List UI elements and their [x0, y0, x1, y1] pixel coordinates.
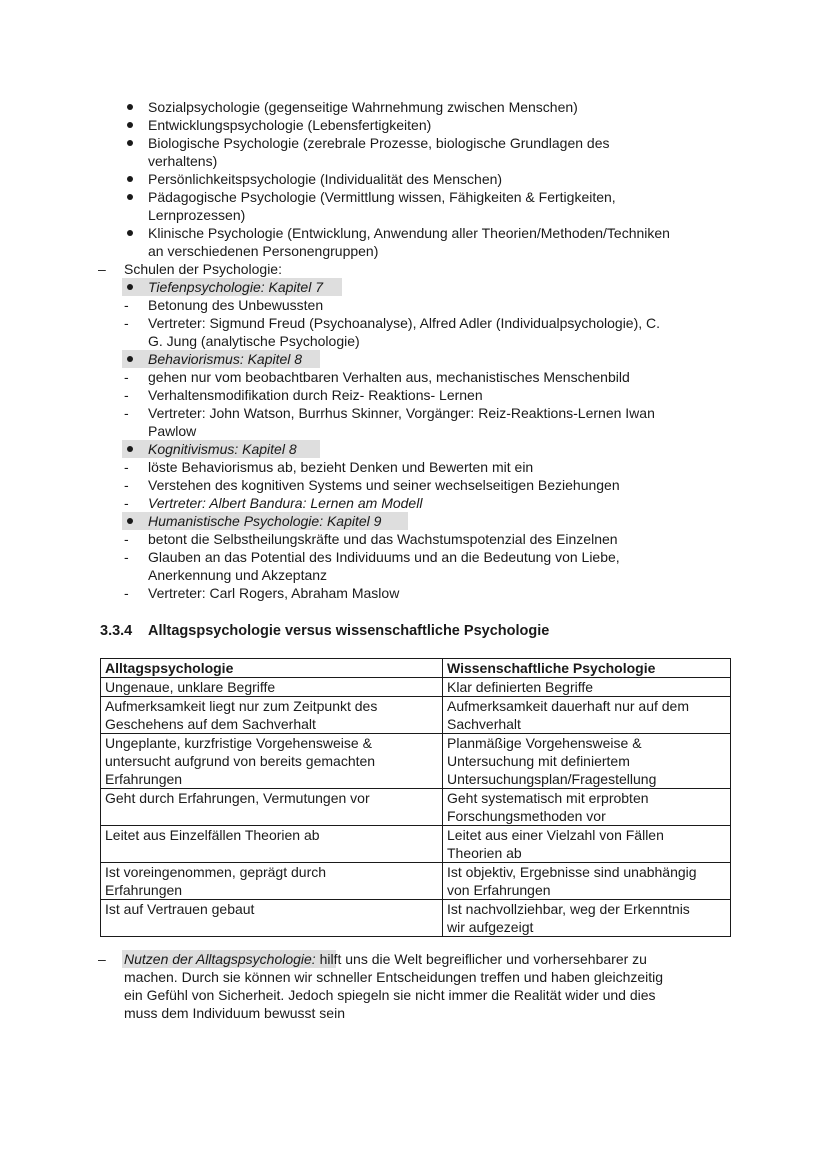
hyphen-marker: - [124, 495, 129, 511]
discipline-text: Biologische Psychologie (zerebrale Prozesse, biologische Grundlagen des [148, 135, 610, 151]
hyphen-marker: - [124, 369, 129, 385]
table-cell-text: Aufmerksamkeit dauerhaft nur auf dem [447, 698, 690, 714]
school-point-text: G. Jung (analytische Psychologie) [148, 333, 360, 349]
discipline-text: Persönlichkeitspsychologie (Individualität des Menschen) [148, 171, 503, 187]
discipline-text: Klinische Psychologie (Entwicklung, Anwendung aller Theorien/Methoden/Techniken [148, 225, 670, 241]
hyphen-marker: - [124, 315, 129, 331]
table-cell [443, 678, 731, 697]
section-title: Alltagspsychologie versus wissenschaftliche Psychologie [148, 623, 550, 639]
discipline-text: verhaltens) [148, 153, 218, 169]
note-text: hilft uns die Welt begreiflicher und vorhersehbarer zu [315, 951, 647, 967]
table-row [101, 863, 731, 900]
table-cell-text: Klar definierten Begriffe [447, 679, 594, 695]
note-label: Nutzen der Alltagspsychologie: [124, 951, 316, 967]
school-point-text: Vertreter: Carl Rogers, Abraham Maslow [148, 585, 400, 601]
school-point-text: Vertreter: Albert Bandura: Lernen am Modell [148, 495, 423, 511]
discipline-text: Pädagogische Psychologie (Vermittlung wissen, Fähigkeiten & Fertigkeiten, [148, 189, 616, 205]
table-row [101, 826, 731, 863]
bullet-dot [127, 356, 133, 362]
table-cell-text: Erfahrungen [105, 771, 183, 787]
school-title: Tiefenpsychologie: Kapitel 7 [148, 279, 323, 295]
table-row [101, 734, 731, 789]
bullet-dot [127, 230, 133, 236]
table-cell [443, 734, 731, 789]
school-point-text: Betonung des Unbewussten [148, 297, 324, 313]
table-cell-text: Ist voreingenommen, geprägt durch [105, 864, 327, 880]
note-first-line [124, 950, 647, 968]
hyphen-marker: - [124, 459, 129, 475]
table-cell-text: Geht systematisch mit erprobten [447, 790, 649, 806]
school-title: Humanistische Psychologie: Kapitel 9 [148, 513, 382, 529]
discipline-text: Entwicklungspsychologie (Lebensfertigkeiten) [148, 117, 432, 133]
school-title: Behaviorismus: Kapitel 8 [148, 351, 303, 367]
table-cell-text: Aufmerksamkeit liegt nur zum Zeitpunkt des [105, 698, 378, 714]
hyphen-marker: - [124, 405, 129, 421]
note-text: ein Gefühl von Sicherheit. Jedoch spiegeln sie nicht immer die Realität wider und dies [124, 987, 656, 1003]
school-point-text: betont die Selbstheilungskräfte und das Wachstumspotenzial des Einzelnen [148, 531, 618, 547]
discipline-text: an verschiedenen Personengruppen) [148, 243, 379, 259]
note-text: machen. Durch sie können wir schneller Entscheidungen treffen und haben gleichzeitig [124, 969, 664, 985]
table-cell-text: Ist objektiv, Ergebnisse sind unabhängig [447, 864, 697, 880]
bullet-dot [127, 518, 133, 524]
table-cell [443, 863, 731, 900]
school-point-text: Pawlow [148, 423, 197, 439]
hyphen-marker: - [124, 585, 129, 601]
table-cell-text: Ist nachvollziehbar, weg der Erkenntnis [447, 901, 690, 917]
section-number: 3.3.4 [100, 623, 133, 639]
school-point-text: Glauben an das Potential des Individuums und an die Bedeutung von Liebe, [148, 549, 620, 565]
table-header-cell: Alltagspsychologie [101, 659, 443, 678]
table-cell [443, 826, 731, 863]
table-cell [101, 734, 443, 789]
school-point-text: löste Behaviorismus ab, bezieht Denken und Bewerten mit ein [148, 459, 534, 475]
discipline-text: Sozialpsychologie (gegenseitige Wahrnehmung zwischen Menschen) [148, 99, 578, 115]
hyphen-marker: - [124, 387, 129, 403]
dash-marker: – [98, 261, 106, 277]
table-cell [443, 900, 731, 937]
table-cell [101, 789, 443, 826]
bullet-dot [127, 122, 133, 128]
table-cell-text: wir aufgezeigt [447, 919, 534, 935]
hyphen-marker: - [124, 477, 129, 493]
school-title: Kognitivismus: Kapitel 8 [148, 441, 297, 457]
table-cell-text: Sachverhalt [447, 716, 521, 732]
school-point-text: Anerkennung und Akzeptanz [148, 567, 328, 583]
bullet-dot [127, 104, 133, 110]
table-cell-text: Planmäßige Vorgehensweise & [447, 735, 642, 751]
table-row [101, 678, 731, 697]
table-cell-text: Erfahrungen [105, 882, 183, 898]
table-cell-text: Ungenaue, unklare Begriffe [105, 679, 276, 695]
bullet-dot [127, 284, 133, 290]
table-cell [101, 900, 443, 937]
dash-marker: – [98, 951, 106, 967]
table-cell-text: Untersuchungsplan/Fragestellung [447, 771, 657, 787]
bullet-dot [127, 194, 133, 200]
table-row [101, 789, 731, 826]
bullet-dot [127, 176, 133, 182]
table-header-cell: Wissenschaftliche Psychologie [443, 659, 731, 678]
bullet-dot [127, 140, 133, 146]
school-point-text: Vertreter: John Watson, Burrhus Skinner, Vorgänger: Reiz-Reaktions-Lernen Iwan [148, 405, 655, 421]
school-point-text: Vertreter: Sigmund Freud (Psychoanalyse), Alfred Adler (Individualpsychologie), C. [148, 315, 661, 331]
table-row [101, 697, 731, 734]
schools-heading: Schulen der Psychologie: [124, 261, 282, 277]
table-cell-text: Forschungsmethoden vor [447, 808, 606, 824]
school-point-text: Verhaltensmodifikation durch Reiz- Reaktions- Lernen [148, 387, 483, 403]
discipline-text: Lernprozessen) [148, 207, 246, 223]
hyphen-marker: - [124, 531, 129, 547]
table-cell [101, 826, 443, 863]
table-cell-text: Leitet aus Einzelfällen Theorien ab [105, 827, 320, 843]
table-cell-text: Ungeplante, kurzfristige Vorgehensweise & [105, 735, 372, 751]
table-cell-text: Geschehens auf dem Sachverhalt [105, 716, 316, 732]
table-cell [101, 697, 443, 734]
school-point-text: Verstehen des kognitiven Systems und seiner wechselseitigen Beziehungen [148, 477, 620, 493]
comparison-table [100, 658, 731, 937]
table-cell [101, 678, 443, 697]
table-header-row [101, 659, 731, 678]
table-cell-text: von Erfahrungen [447, 882, 551, 898]
bullet-dot [127, 446, 133, 452]
hyphen-marker: - [124, 549, 129, 565]
table-cell-text: Untersuchung mit definiertem [447, 753, 630, 769]
table-cell-text: Theorien ab [447, 845, 522, 861]
table-row [101, 900, 731, 937]
note-text: muss dem Individuum bewusst sein [124, 1005, 345, 1021]
table-cell [101, 863, 443, 900]
table-cell-text: Leitet aus einer Vielzahl von Fällen [447, 827, 664, 843]
table-cell [443, 789, 731, 826]
table-cell-text: Geht durch Erfahrungen, Vermutungen vor [105, 790, 370, 806]
hyphen-marker: - [124, 297, 129, 313]
school-point-text: gehen nur vom beobachtbaren Verhalten aus, mechanistisches Menschenbild [148, 369, 630, 385]
table-cell-text: untersucht aufgrund von bereits gemachten [105, 753, 376, 769]
table-cell [443, 697, 731, 734]
table-cell-text: Ist auf Vertrauen gebaut [105, 901, 255, 917]
